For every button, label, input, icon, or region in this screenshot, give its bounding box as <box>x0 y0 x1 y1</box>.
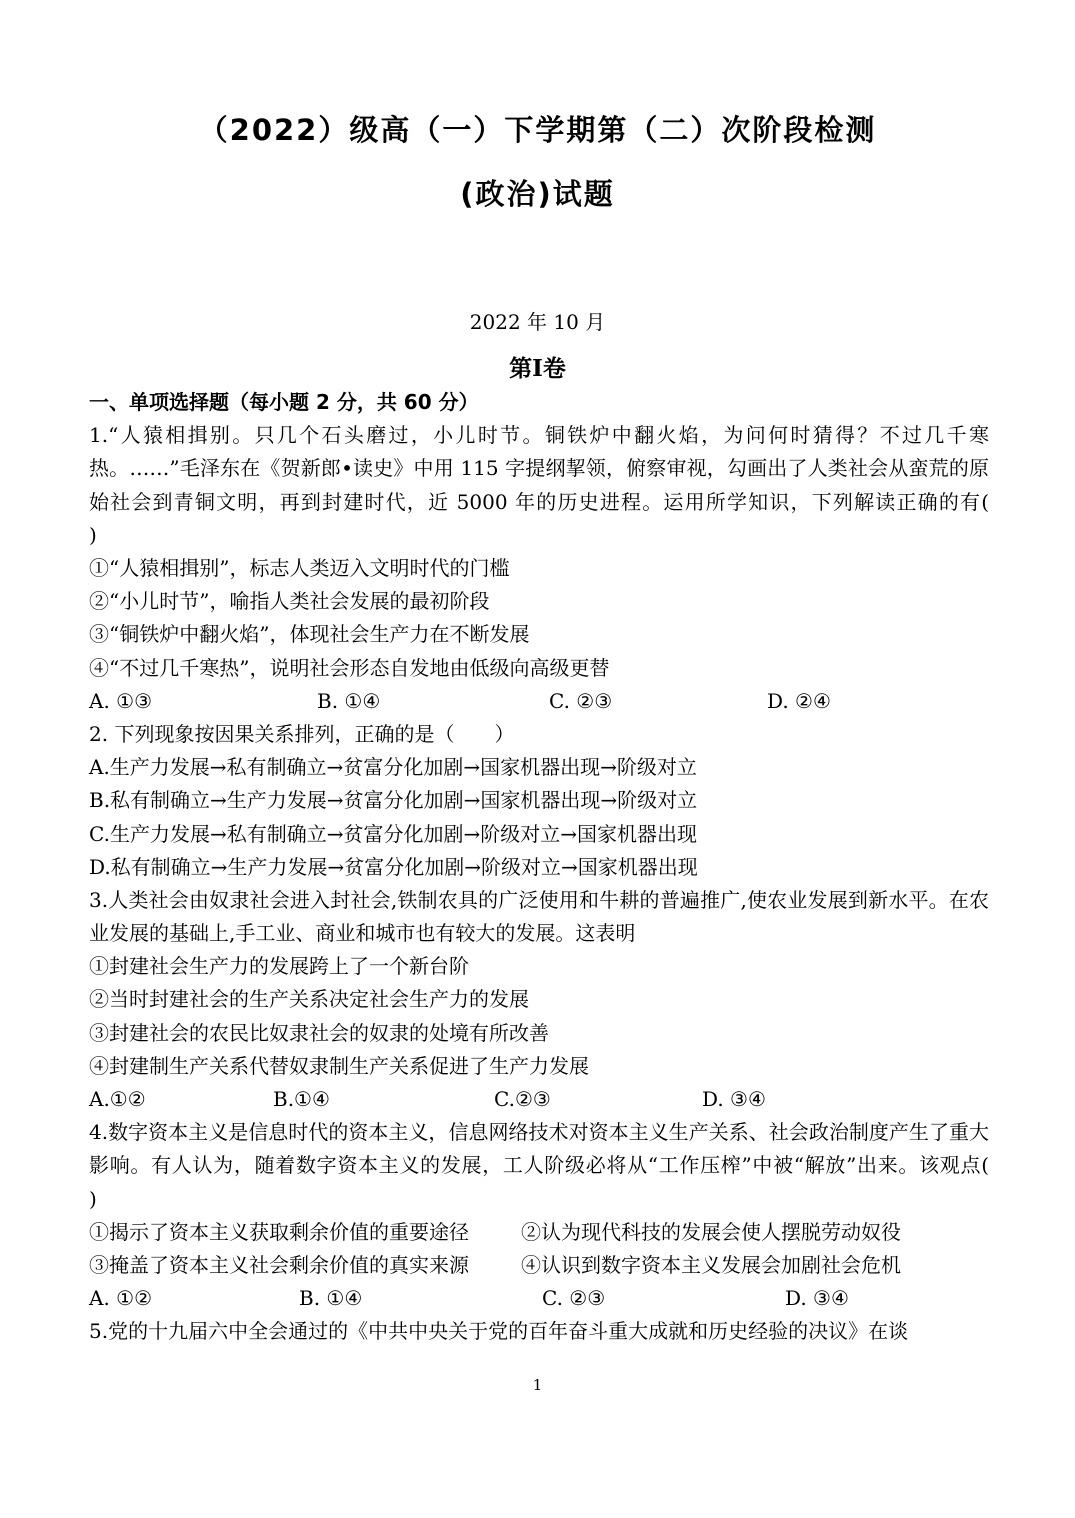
question-3-stem: 3.人类社会由奴隶社会进入封社会,铁制农具的广泛使用和牛耕的普遍推广,使农业发展到新水平。在农业发展的基础上,手工业、商业和城市也有较大的发展。这表明 <box>89 887 989 946</box>
question-4-option-d: D. ③④ <box>785 1286 849 1311</box>
question-3-item-3: ③封建社会的农民比奴隶社会的奴隶的处境有所改善 <box>89 1020 549 1045</box>
question-1-item-1: ①“人猿相揖别”，标志人类迈入文明时代的门槛 <box>89 556 510 580</box>
exam-date: 2022 年 10 月 <box>469 310 606 334</box>
question-4-item-4: ④认识到数字资本主义发展会加剧社会危机 <box>521 1253 901 1278</box>
question-3-option-b: B.①④ <box>273 1087 330 1112</box>
question-2-option-b: B.私有制确立→生产力发展→贫富分化加剧→国家机器出现→阶级对立 <box>89 788 698 813</box>
question-content <box>89 386 1036 1349</box>
exam-title: （2022）级高（一）下学期第（二）次阶段检测 <box>198 113 877 147</box>
question-3-option-a: A.①② <box>89 1087 146 1112</box>
question-1-item-4: ④“不过几千寒热”，说明社会形态自发地由低级向高级更替 <box>89 655 610 680</box>
question-3-option-c: C.②③ <box>494 1087 551 1112</box>
section-heading: 一、单项选择题（每小题 2 分，共 60 分） <box>89 390 479 414</box>
question-4-items-row-1 <box>89 1216 989 1249</box>
question-5-stem: 5.党的十九届六中全会通过的《中共中央关于党的百年奋斗重大成就和历史经验的决议》在谈 <box>89 1319 909 1344</box>
question-3-item-2: ②当时封建社会的生产关系决定社会生产力的发展 <box>89 987 529 1012</box>
question-1-option-c: C. ②③ <box>549 688 613 713</box>
question-1-options <box>89 685 989 718</box>
question-1-stem: 1.“人猿相揖别。只几个石头磨过，小儿时节。铜铁炉中翻火焰，为问何时猜得？不过几千寒热。……”毛泽东在《贺新郎•读史》中用 115 字提纲挈领，俯察审视，勾画出了人类社会从蛮荒的原始社会到青铜文明，再到封建时代，近 5000 年的历史进程。运用所学知识，下列解读正确的有( ) <box>89 423 1036 547</box>
question-4-options <box>89 1282 989 1315</box>
question-3-item-1: ①封建社会生产力的发展跨上了一个新台阶 <box>89 954 469 979</box>
exam-subject-title: (政治)试题 <box>460 177 615 211</box>
question-3-item-4: ④封建制生产关系代替奴隶制生产关系促进了生产力发展 <box>89 1053 589 1078</box>
question-4-items-row-2 <box>89 1249 989 1282</box>
question-4-item-1: ①揭示了资本主义获取剩余价值的重要途径 <box>89 1219 469 1244</box>
question-4-stem: 4.数字资本主义是信息时代的资本主义，信息网络技术对资本主义生产关系、社会政治制度产生了重大影响。有人认为，随着数字资本主义的发展，工人阶级必将从“工作压榨”中被“解放”出来。该观点( ) <box>89 1120 1036 1211</box>
question-3-option-d: D. ③④ <box>702 1087 766 1112</box>
question-2-option-a: A.生产力发展→私有制确立→贫富分化加剧→国家机器出现→阶级对立 <box>89 755 697 780</box>
page-number: 1 <box>532 1376 543 1394</box>
question-1-item-3: ③“铜铁炉中翻火焰”，体现社会生产力在不断发展 <box>89 622 530 647</box>
question-2-option-d: D.私有制确立→生产力发展→贫富分化加剧→阶级对立→国家机器出现 <box>89 854 698 879</box>
question-1-option-a: A. ①③ <box>89 688 153 713</box>
question-1-item-2: ②“小儿时节”，喻指人类社会发展的最初阶段 <box>89 589 490 614</box>
question-2-stem: 2. 下列现象按因果关系排列，正确的是（ ） <box>89 721 515 746</box>
question-4-option-c: C. ②③ <box>542 1286 606 1311</box>
question-1-option-b: B. ①④ <box>317 688 381 713</box>
question-1-option-d: D. ②④ <box>767 688 831 713</box>
question-4-item-3: ③掩盖了资本主义社会剩余价值的真实来源 <box>89 1253 469 1278</box>
question-3-options <box>89 1083 989 1116</box>
question-4-option-a: A. ①② <box>89 1286 153 1311</box>
question-2-option-c: C.生产力发展→私有制确立→贫富分化加剧→阶级对立→国家机器出现 <box>89 821 697 846</box>
question-4-option-b: B. ①④ <box>299 1286 363 1311</box>
question-4-item-2: ②认为现代科技的发展会使人摆脱劳动奴役 <box>521 1219 901 1244</box>
volume-heading: 第Ⅰ卷 <box>509 355 566 382</box>
